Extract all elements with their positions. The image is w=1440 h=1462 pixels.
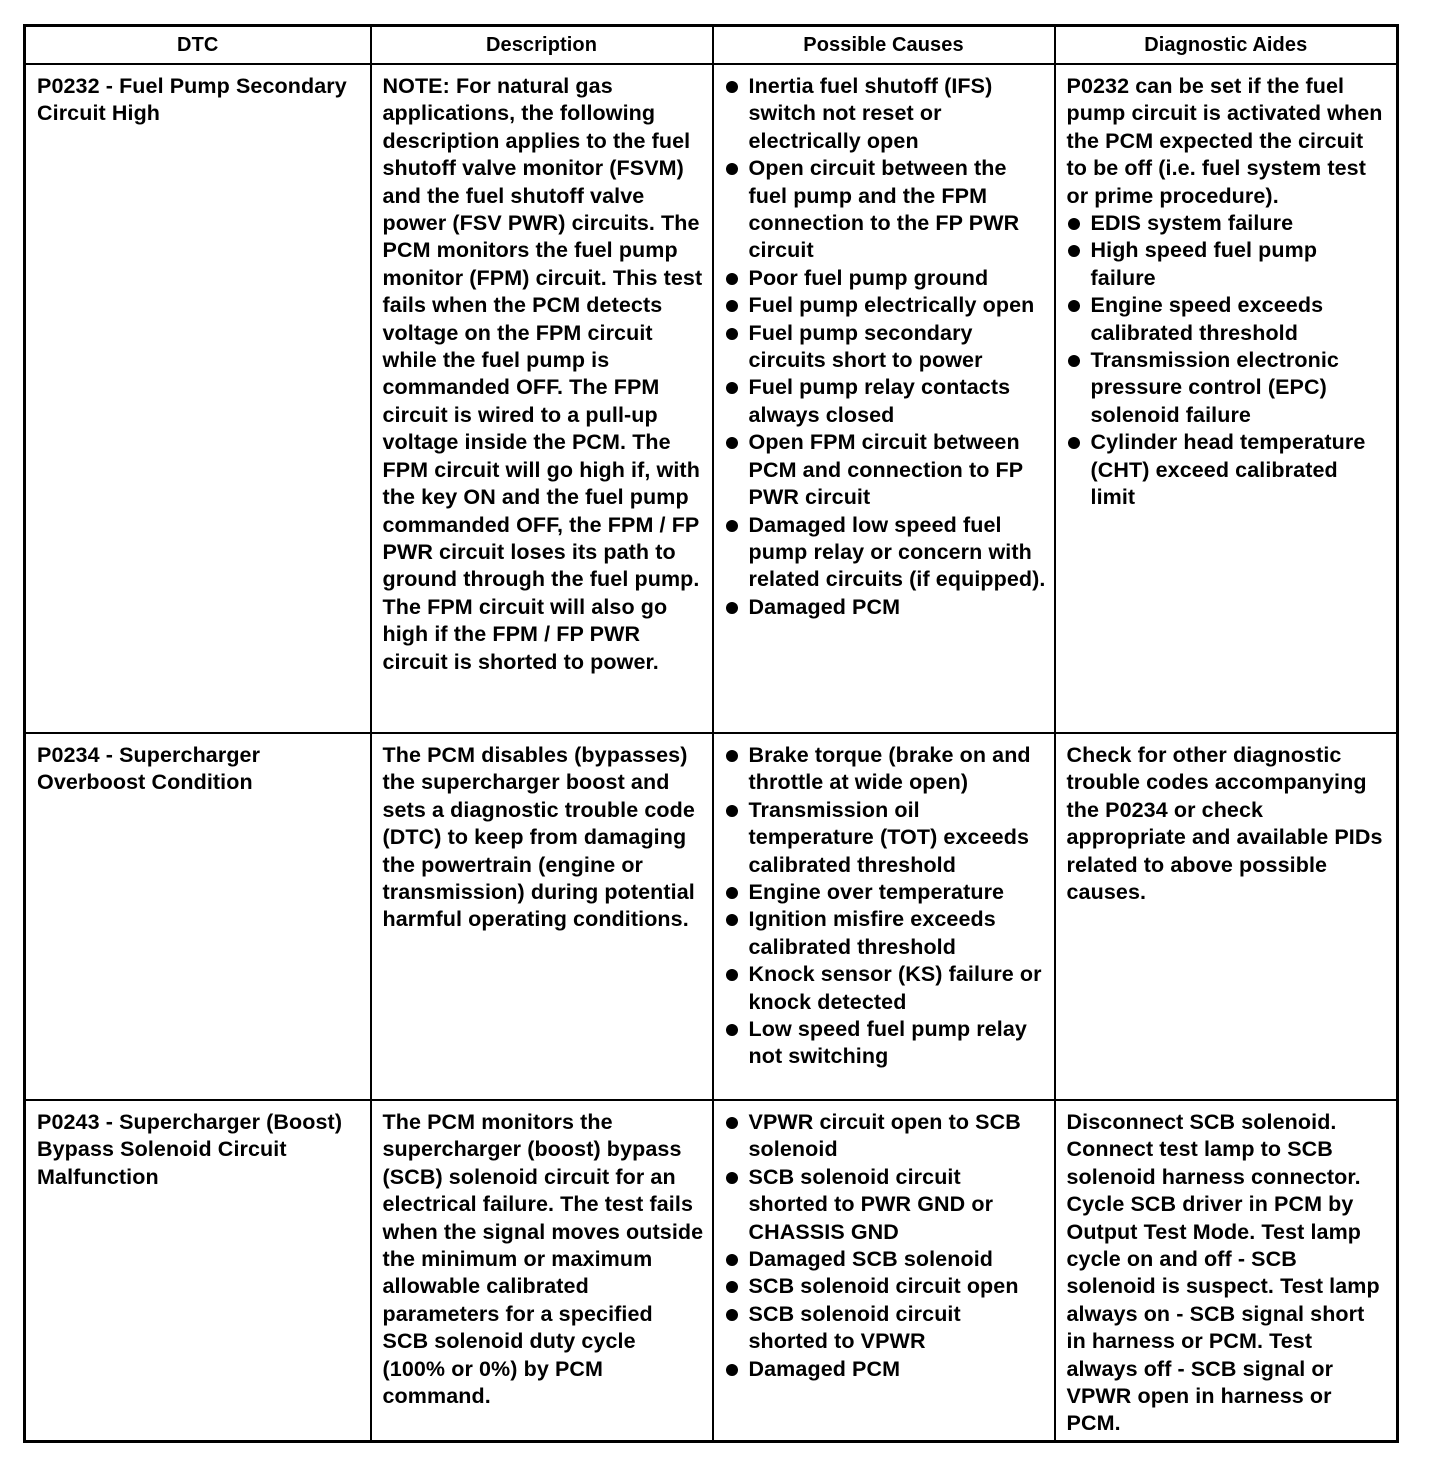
diagnostic-aides-cell [1055,733,1398,1100]
description-cell: The PCM monitors the supercharger (boost) bypass (SCB) solenoid circuit for an electrical failure. The test fails when the signal moves outside the minimum or maximum allowable calibrated parameters for a specified SCB solenoid duty cycle (100% or 0%) by PCM command. [371,1100,713,1441]
cause-item: Damaged PCM [725,594,1046,621]
causes-list [725,742,1046,1071]
cause-item: Fuel pump secondary circuits short to power [725,320,1046,375]
cause-item: Fuel pump electrically open [725,292,1046,319]
cause-item: Transmission oil temperature (TOT) exceeds calibrated threshold [725,797,1046,879]
cause-item: VPWR circuit open to SCB solenoid [725,1109,1046,1164]
aide-item: Transmission electronic pressure control (EPC) solenoid failure [1067,347,1389,429]
table-row [25,64,1398,733]
cause-item: Ignition misfire exceeds calibrated threshold [725,906,1046,961]
cause-item: Poor fuel pump ground [725,265,1046,292]
dtc-code: P0232 - Fuel Pump Secondary Circuit High [25,64,371,733]
header-dtc: DTC [25,26,371,65]
possible-causes-cell [713,64,1055,733]
diagnostic-aides-cell [1055,1100,1398,1441]
causes-list [725,1109,1046,1383]
description-cell: The PCM disables (bypasses) the supercharger boost and sets a diagnostic trouble code (DTC) to keep from damaging the powertrain (engine or transmission) during potential harmful operating conditions. [371,733,713,1100]
cause-item: SCB solenoid circuit shorted to VPWR [725,1301,1046,1356]
diagnostic-aides-cell [1055,64,1398,733]
cause-item: Damaged SCB solenoid [725,1246,1046,1273]
header-description: Description [371,26,713,65]
table-row [25,1100,1398,1441]
causes-list [725,73,1046,621]
header-diagnostic-aides: Diagnostic Aides [1055,26,1398,65]
possible-causes-cell [713,733,1055,1100]
header-possible-causes: Possible Causes [713,26,1055,65]
aide-item: EDIS system failure [1067,210,1389,237]
cause-item: Inertia fuel shutoff (IFS) switch not reset or electrically open [725,73,1046,155]
aides-text: Check for other diagnostic trouble codes accompanying the P0234 or check appropriate and available PIDs related to above possible causes. [1066,743,1383,905]
aide-item: High speed fuel pump failure [1067,237,1389,292]
possible-causes-cell [713,1100,1055,1441]
dtc-table [23,24,1399,1443]
cause-item: Low speed fuel pump relay not switching [725,1016,1046,1071]
dtc-code: P0243 - Supercharger (Boost) Bypass Solenoid Circuit Malfunction [25,1100,371,1441]
cause-item: Engine over temperature [725,879,1046,906]
table-row [25,733,1398,1100]
header-row [25,26,1398,65]
cause-item: Brake torque (brake on and throttle at wide open) [725,742,1046,797]
aides-text: Disconnect SCB solenoid. Connect test lamp to SCB solenoid harness connector. Cycle SCB driver in PCM by Output Test Mode. Test lamp cycle on and off - SCB solenoid is suspect. Test lamp always on - SCB signal short in harness or PCM. Test always off - SCB signal or VPWR open in harness or PCM. [1066,1110,1380,1436]
cause-item: Fuel pump relay contacts always closed [725,374,1046,429]
cause-item: Knock sensor (KS) failure or knock detected [725,961,1046,1016]
cause-item: Damaged PCM [725,1356,1046,1383]
aides-text: P0232 can be set if the fuel pump circuit is activated when the PCM expected the circuit to be off (i.e. fuel system test or prime procedure). [1066,74,1383,208]
dtc-code: P0234 - Supercharger Overboost Condition [25,733,371,1100]
aide-item: Cylinder head temperature (CHT) exceed calibrated limit [1067,429,1389,511]
aides-list [1067,210,1389,511]
cause-item: Open circuit between the fuel pump and the FPM connection to the FP PWR circuit [725,155,1046,265]
cause-item: Open FPM circuit between PCM and connection to FP PWR circuit [725,429,1046,511]
cause-item: SCB solenoid circuit open [725,1273,1046,1300]
cause-item: Damaged low speed fuel pump relay or concern with related circuits (if equipped). [725,512,1046,594]
aide-item: Engine speed exceeds calibrated threshold [1067,292,1389,347]
cause-item: SCB solenoid circuit shorted to PWR GND or CHASSIS GND [725,1164,1046,1246]
description-cell: NOTE: For natural gas applications, the following description applies to the fuel shutoff valve monitor (FSVM) and the fuel shutoff valve power (FSV PWR) circuits. The PCM monitors the fuel pump monitor (FPM) circuit. This test fails when the PCM detects voltage on the FPM circuit while the fuel pump is commanded OFF. The FPM circuit is wired to a pull-up voltage inside the PCM. The FPM circuit will go high if, with the key ON and the fuel pump commanded OFF, the FPM / FP PWR circuit loses its path to ground through the fuel pump. The FPM circuit will also go high if the FPM / FP PWR circuit is shorted to power. [371,64,713,733]
